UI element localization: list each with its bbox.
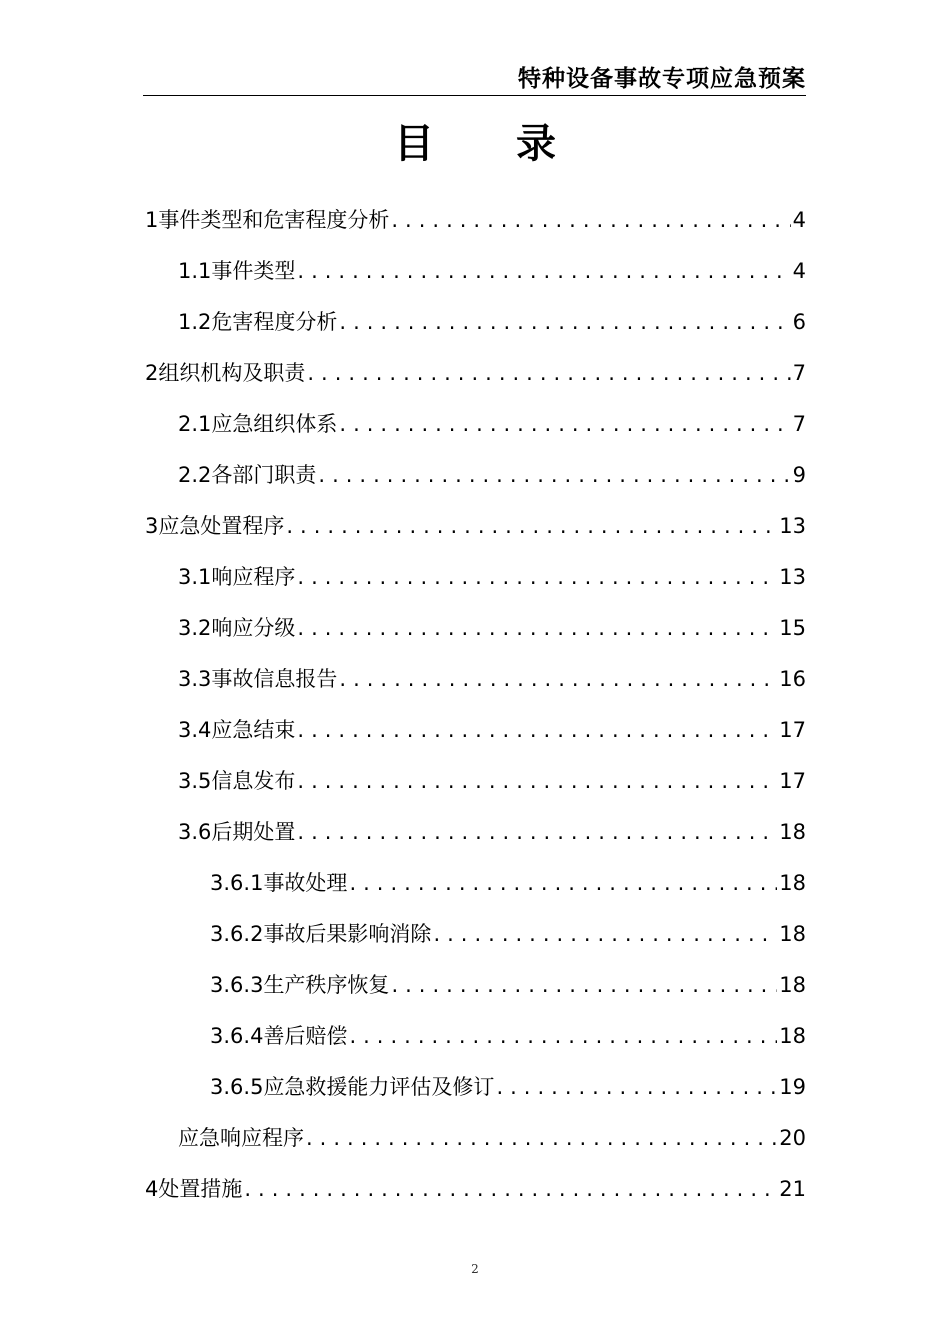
toc-entry-text: 善后赔偿: [263, 1024, 348, 1048]
toc-leader-dots: [391, 204, 790, 236]
toc-entry-number: 2.2: [178, 463, 212, 487]
toc-leader-dots: [244, 1173, 777, 1205]
toc-entry-page: 9: [792, 463, 806, 487]
toc-entry[interactable]: [145, 1173, 806, 1205]
toc-entry[interactable]: [178, 561, 806, 593]
toc-entry[interactable]: [210, 969, 806, 1001]
toc-entry-number: 1.1: [178, 259, 212, 283]
toc-title-char-2: 录: [516, 121, 556, 167]
toc-entry-number: 3.6.5: [210, 1075, 264, 1099]
toc-entry-number: 2.1: [178, 412, 212, 436]
toc-entry-text: 应急响应程序: [178, 1126, 304, 1150]
toc-entry-page: 18: [779, 1024, 806, 1048]
toc-entry-text: 危害程度分析: [211, 310, 338, 334]
toc-entry-number: 4: [145, 1177, 159, 1201]
toc-entry[interactable]: [145, 204, 806, 236]
toc-entry-text: 组织机构及职责: [158, 361, 306, 385]
toc-entry-text: 后期处置: [211, 820, 296, 844]
toc-entry-text: 各部门职责: [211, 463, 317, 487]
toc-entry-number: 2: [145, 361, 159, 385]
toc-leader-dots: [339, 408, 790, 440]
toc-leader-dots: [297, 765, 777, 797]
toc-entry[interactable]: [178, 306, 806, 338]
toc-entry-number: 3.3: [178, 667, 212, 691]
toc-entry-page: 18: [779, 871, 806, 895]
toc-entry[interactable]: [210, 918, 806, 950]
toc-entry-number: 3.1: [178, 565, 212, 589]
toc-entry[interactable]: [178, 765, 806, 797]
toc-leader-dots: [349, 1020, 777, 1052]
toc-entry[interactable]: [145, 510, 806, 542]
toc-entry-text: 处置措施: [158, 1177, 243, 1201]
toc-leader-dots: [433, 918, 777, 950]
toc-entry[interactable]: [145, 357, 806, 389]
toc-entry-text: 应急救援能力评估及修订: [263, 1075, 495, 1099]
toc-entry-page: 6: [792, 310, 806, 334]
toc-entry-page: 13: [779, 514, 806, 538]
toc-entry-page: 20: [779, 1126, 806, 1150]
toc-entry-text: 应急组织体系: [211, 412, 338, 436]
toc-entry-number: 3.6.1: [210, 871, 264, 895]
toc-entry[interactable]: [178, 714, 806, 746]
toc-entry-page: 18: [779, 922, 806, 946]
toc-leader-dots: [349, 867, 777, 899]
toc-entry[interactable]: [178, 1122, 806, 1154]
toc-entry-page: 7: [792, 361, 806, 385]
toc-entry-text: 信息发布: [211, 769, 296, 793]
toc-entry-number: 3.6.2: [210, 922, 264, 946]
toc-entry-page: 17: [779, 769, 806, 793]
toc-entry-text: 响应分级: [211, 616, 296, 640]
toc-entry-number: 1.2: [178, 310, 212, 334]
toc-entry-text: 事故处理: [263, 871, 348, 895]
toc-entry[interactable]: [210, 867, 806, 899]
toc-entry[interactable]: [178, 459, 806, 491]
toc-entry-page: 7: [792, 412, 806, 436]
toc-entry-text: 事件类型和危害程度分析: [158, 208, 390, 232]
toc-entry-page: 4: [792, 208, 806, 232]
toc-entry-page: 16: [779, 667, 806, 691]
toc-entry[interactable]: [178, 408, 806, 440]
toc-entry-number: 3.2: [178, 616, 212, 640]
toc-leader-dots: [339, 306, 790, 338]
toc-entry-text: 事故信息报告: [211, 667, 338, 691]
toc-entry[interactable]: [178, 612, 806, 644]
toc-leader-dots: [297, 255, 790, 287]
toc-leader-dots: [286, 510, 777, 542]
toc-entry-number: 3.4: [178, 718, 212, 742]
toc-leader-dots: [297, 561, 777, 593]
toc-leader-dots: [307, 357, 790, 389]
toc-entry-number: 3.6.3: [210, 973, 264, 997]
toc-entry-page: 17: [779, 718, 806, 742]
toc-entry-text: 生产秩序恢复: [263, 973, 390, 997]
toc-entry[interactable]: [178, 663, 806, 695]
toc-leader-dots: [297, 714, 777, 746]
page-number: 2: [471, 1262, 479, 1276]
toc-leader-dots: [496, 1071, 777, 1103]
toc-leader-dots: [339, 663, 777, 695]
toc-entry-page: 18: [779, 973, 806, 997]
toc-title: [0, 118, 950, 170]
toc-entry-number: 1: [145, 208, 159, 232]
toc-leader-dots: [306, 1122, 777, 1154]
toc-title-char-1: 目: [394, 121, 434, 167]
toc-entry[interactable]: [210, 1020, 806, 1052]
header-divider: [143, 95, 806, 96]
toc-entry-page: 4: [792, 259, 806, 283]
toc-entry-text: 事故后果影响消除: [263, 922, 432, 946]
toc-leader-dots: [297, 612, 777, 644]
toc-entry-text: 应急结束: [211, 718, 296, 742]
page-header-title: 特种设备事故专项应急预案: [518, 66, 806, 92]
toc-entry-page: 13: [779, 565, 806, 589]
toc-entry-number: 3: [145, 514, 159, 538]
toc-entry-text: 应急处置程序: [158, 514, 285, 538]
toc-entry[interactable]: [210, 1071, 806, 1103]
toc-entry-page: 19: [779, 1075, 806, 1099]
toc-entry-number: 3.6: [178, 820, 212, 844]
toc-leader-dots: [297, 816, 777, 848]
toc-entry-page: 18: [779, 820, 806, 844]
toc-entry[interactable]: [178, 255, 806, 287]
toc-entry-text: 事件类型: [211, 259, 296, 283]
toc-entry-number: 3.6.4: [210, 1024, 264, 1048]
toc-leader-dots: [318, 459, 790, 491]
toc-entry-page: 15: [779, 616, 806, 640]
toc-entry-page: 21: [779, 1177, 806, 1201]
toc-entry[interactable]: [178, 816, 806, 848]
toc-leader-dots: [391, 969, 777, 1001]
toc-entry-text: 响应程序: [211, 565, 296, 589]
toc-entry-number: 3.5: [178, 769, 212, 793]
